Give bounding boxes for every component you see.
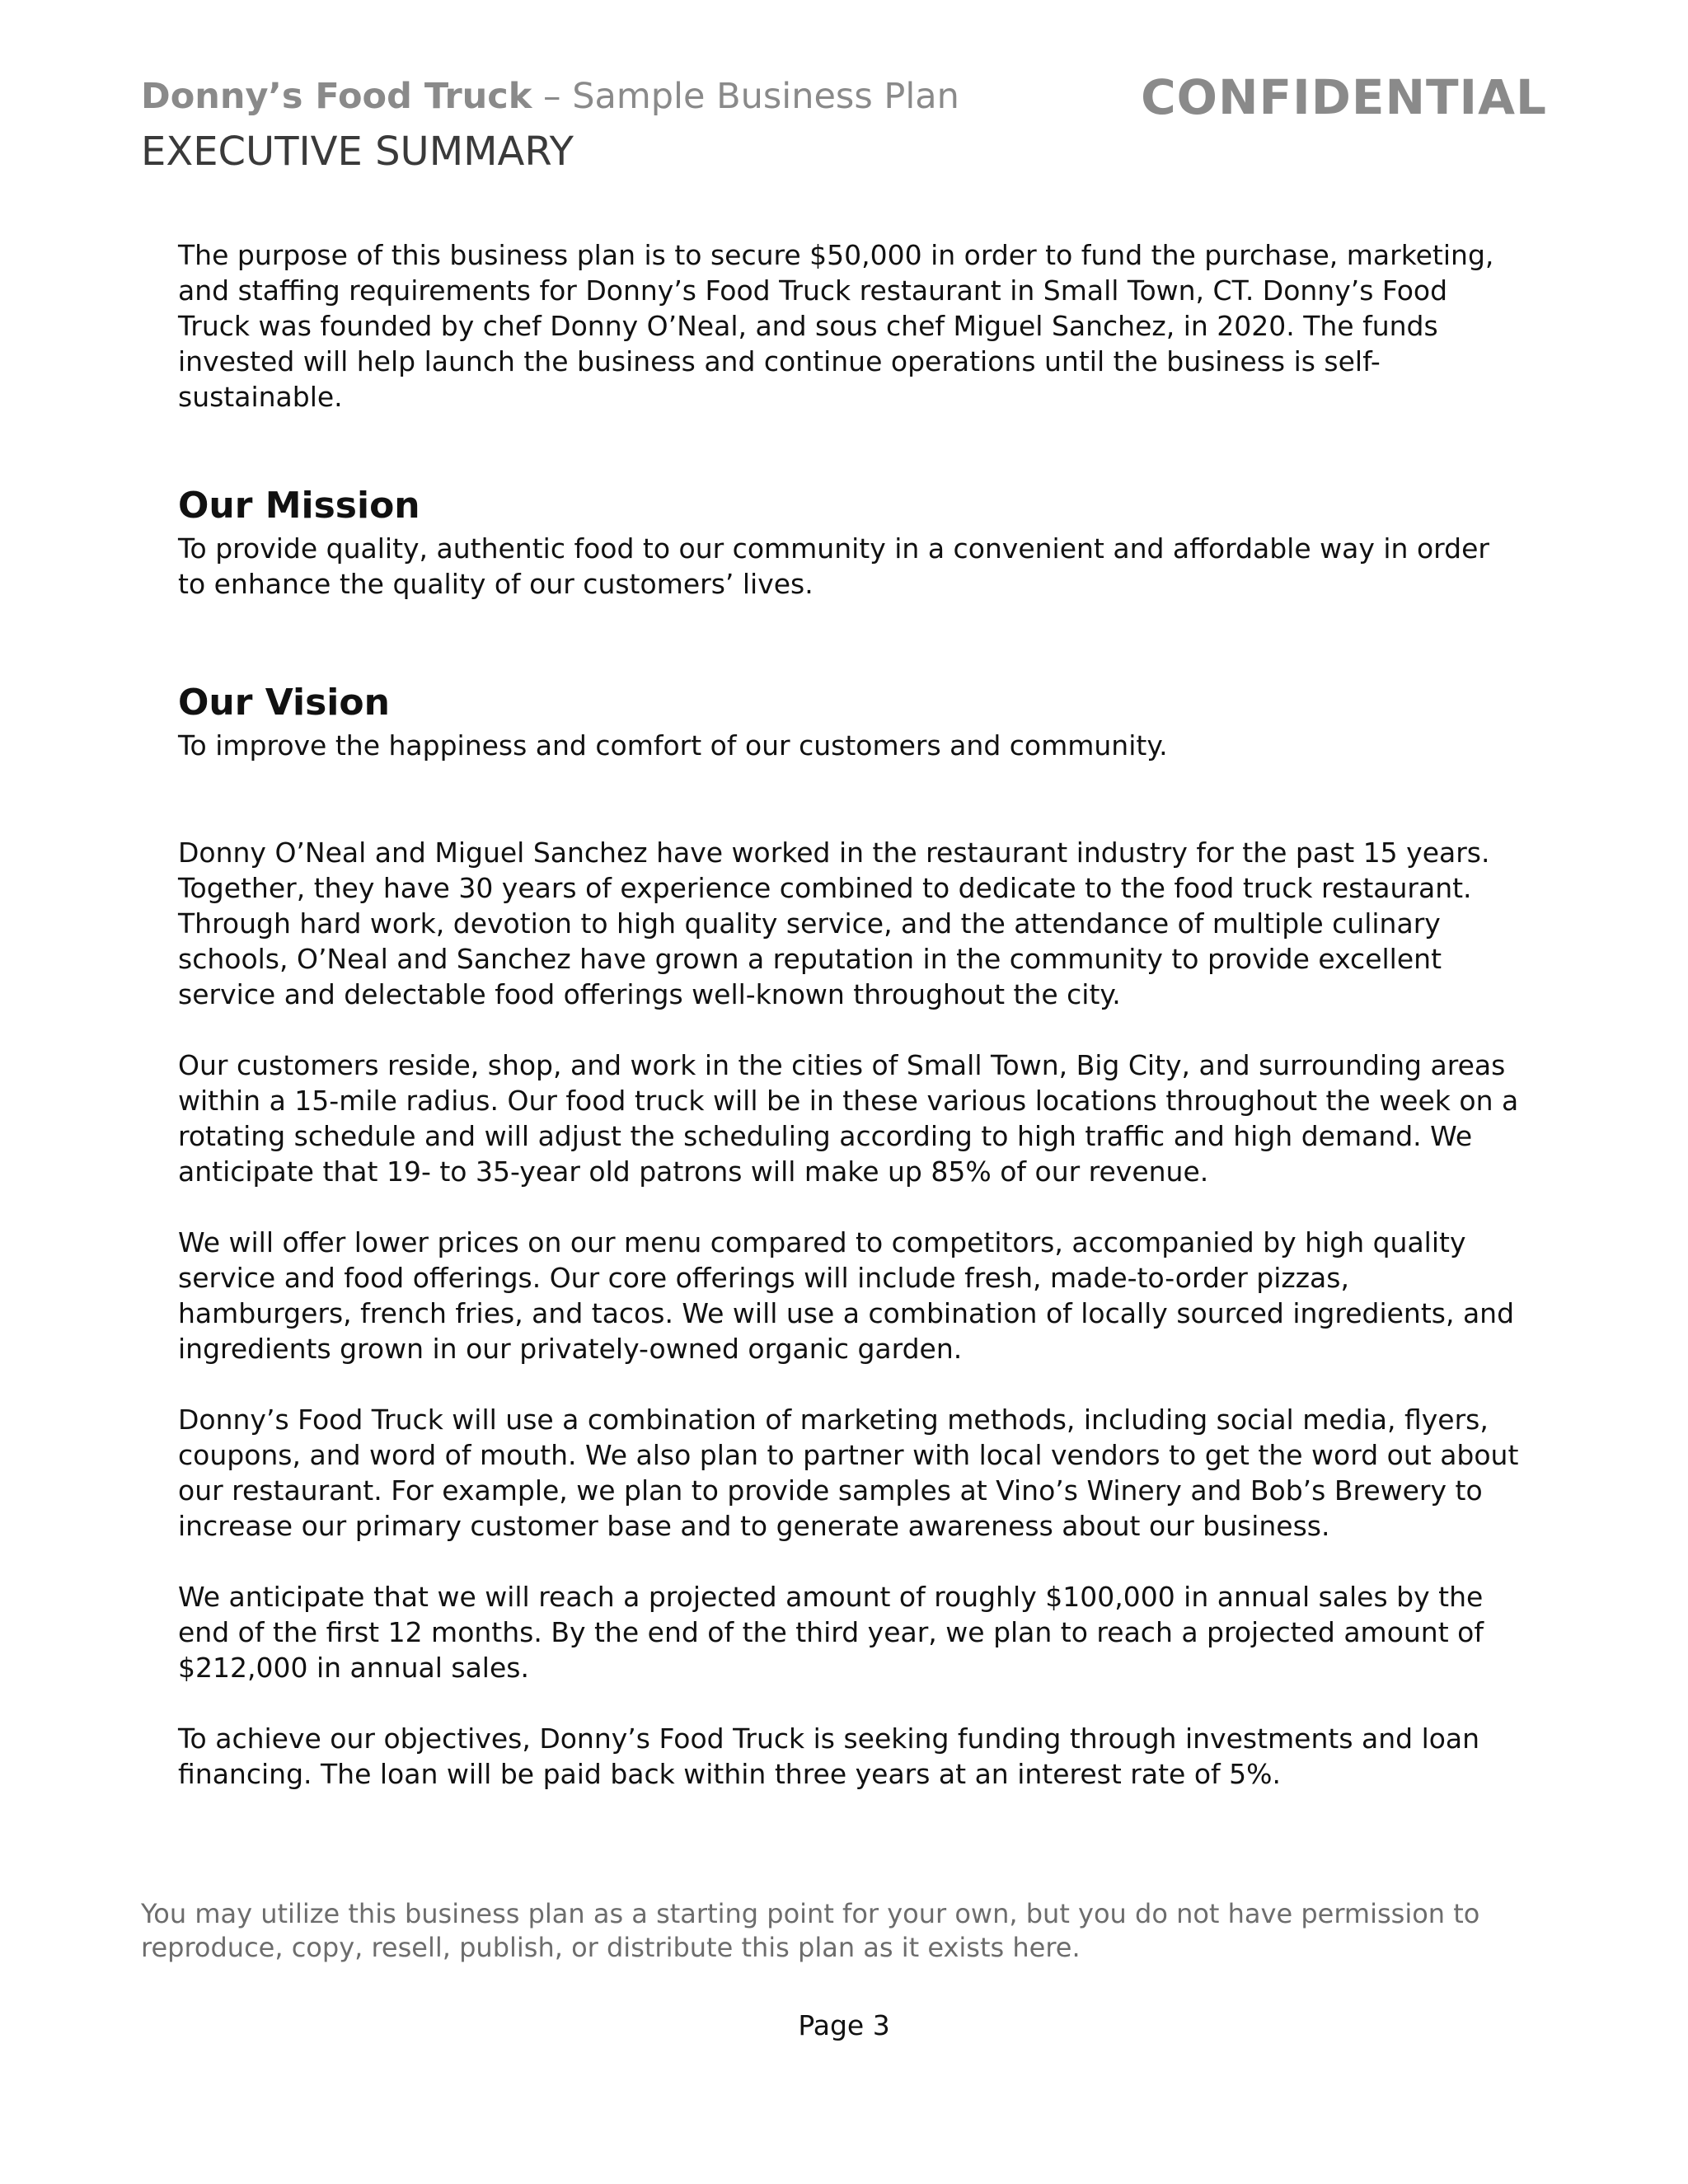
body-paragraph: Donny’s Food Truck will use a combination of marketing methods, including social media, flyers, coupons, and word of mouth. We also plan to partner with local vendors to get the word out about our restaurant. For example, we plan to provide samples at Vino’s Winery and Bob’s Brewery to increase our primary customer base and to generate awareness about our business. (178, 1404, 1519, 1542)
intro-paragraph: The purpose of this business plan is to secure $50,000 in order to fund the purchase, marketing, and staffing requirements for Donny’s Food Truck restaurant in Small Town, CT. Donny’s Food Truck was founded by chef Donny O’Neal, and sous chef Miguel Sanchez, in 2020. The funds invested will help launch the business and continue operations until the business is self-sustainable. (178, 239, 1494, 413)
section-heading: EXECUTIVE SUMMARY (141, 129, 574, 175)
body-paragraph: Donny O’Neal and Miguel Sanchez have worked in the restaurant industry for the past 15 years. Together, they have 30 years of experience combined to dedicate to the food truck restaurant. Through hard work, devotion to high quality service, and the attendance of multiple culinary schools, O’Neal and Sanchez have grown a reputation in the community to provide excellent service and delectable food offerings well-known throughout the city. (178, 837, 1490, 1010)
page-number: Page 3 (798, 2009, 890, 2041)
brand-name: Donny’s Food Truck (141, 76, 532, 117)
mission-heading: Our Mission (178, 485, 420, 527)
confidential-label: CONFIDENTIAL (1141, 69, 1547, 125)
document-subtitle: Sample Business Plan (572, 76, 959, 117)
footer-disclaimer: You may utilize this business plan as a starting point for your own, but you do not have permission to reproduce, copy, resell, publish, or distribute this plan as it exists here. (141, 1898, 1480, 1963)
vision-text: To improve the happiness and comfort of our customers and community. (178, 729, 1168, 762)
main-content (178, 237, 1522, 1827)
document-title (141, 76, 959, 117)
body-paragraph: To achieve our objectives, Donny’s Food Truck is seeking funding through investments and loan financing. The loan will be paid back within three years at an interest rate of 5%. (178, 1722, 1480, 1790)
vision-heading: Our Vision (178, 682, 390, 724)
title-separator: – (532, 76, 573, 117)
body-paragraph: We will offer lower prices on our menu compared to competitors, accompanied by high quality service and food offerings. Our core offerings will include fresh, made-to-order pizzas, hamburgers, french fries, and tacos. We will use a combination of locally sourced ingredients, and ingredients grown in our privately-owned organic garden. (178, 1226, 1515, 1365)
body-paragraph: We anticipate that we will reach a projected amount of roughly $100,000 in annual sales by the end of the first 12 months. By the end of the third year, we plan to reach a projected amount of $212,000 in annual sales. (178, 1581, 1484, 1684)
mission-text: To provide quality, authentic food to our community in a convenient and affordable way in order to enhance the quality of our customers’ lives. (178, 532, 1489, 600)
body-paragraph: Our customers reside, shop, and work in the cities of Small Town, Big City, and surrounding areas within a 15-mile radius. Our food truck will be in these various locations throughout the week on a rotating schedule and will adjust the scheduling according to high traffic and high demand. We anticipate that 19- to 35-year old patrons will make up 85% of our revenue. (178, 1049, 1519, 1188)
